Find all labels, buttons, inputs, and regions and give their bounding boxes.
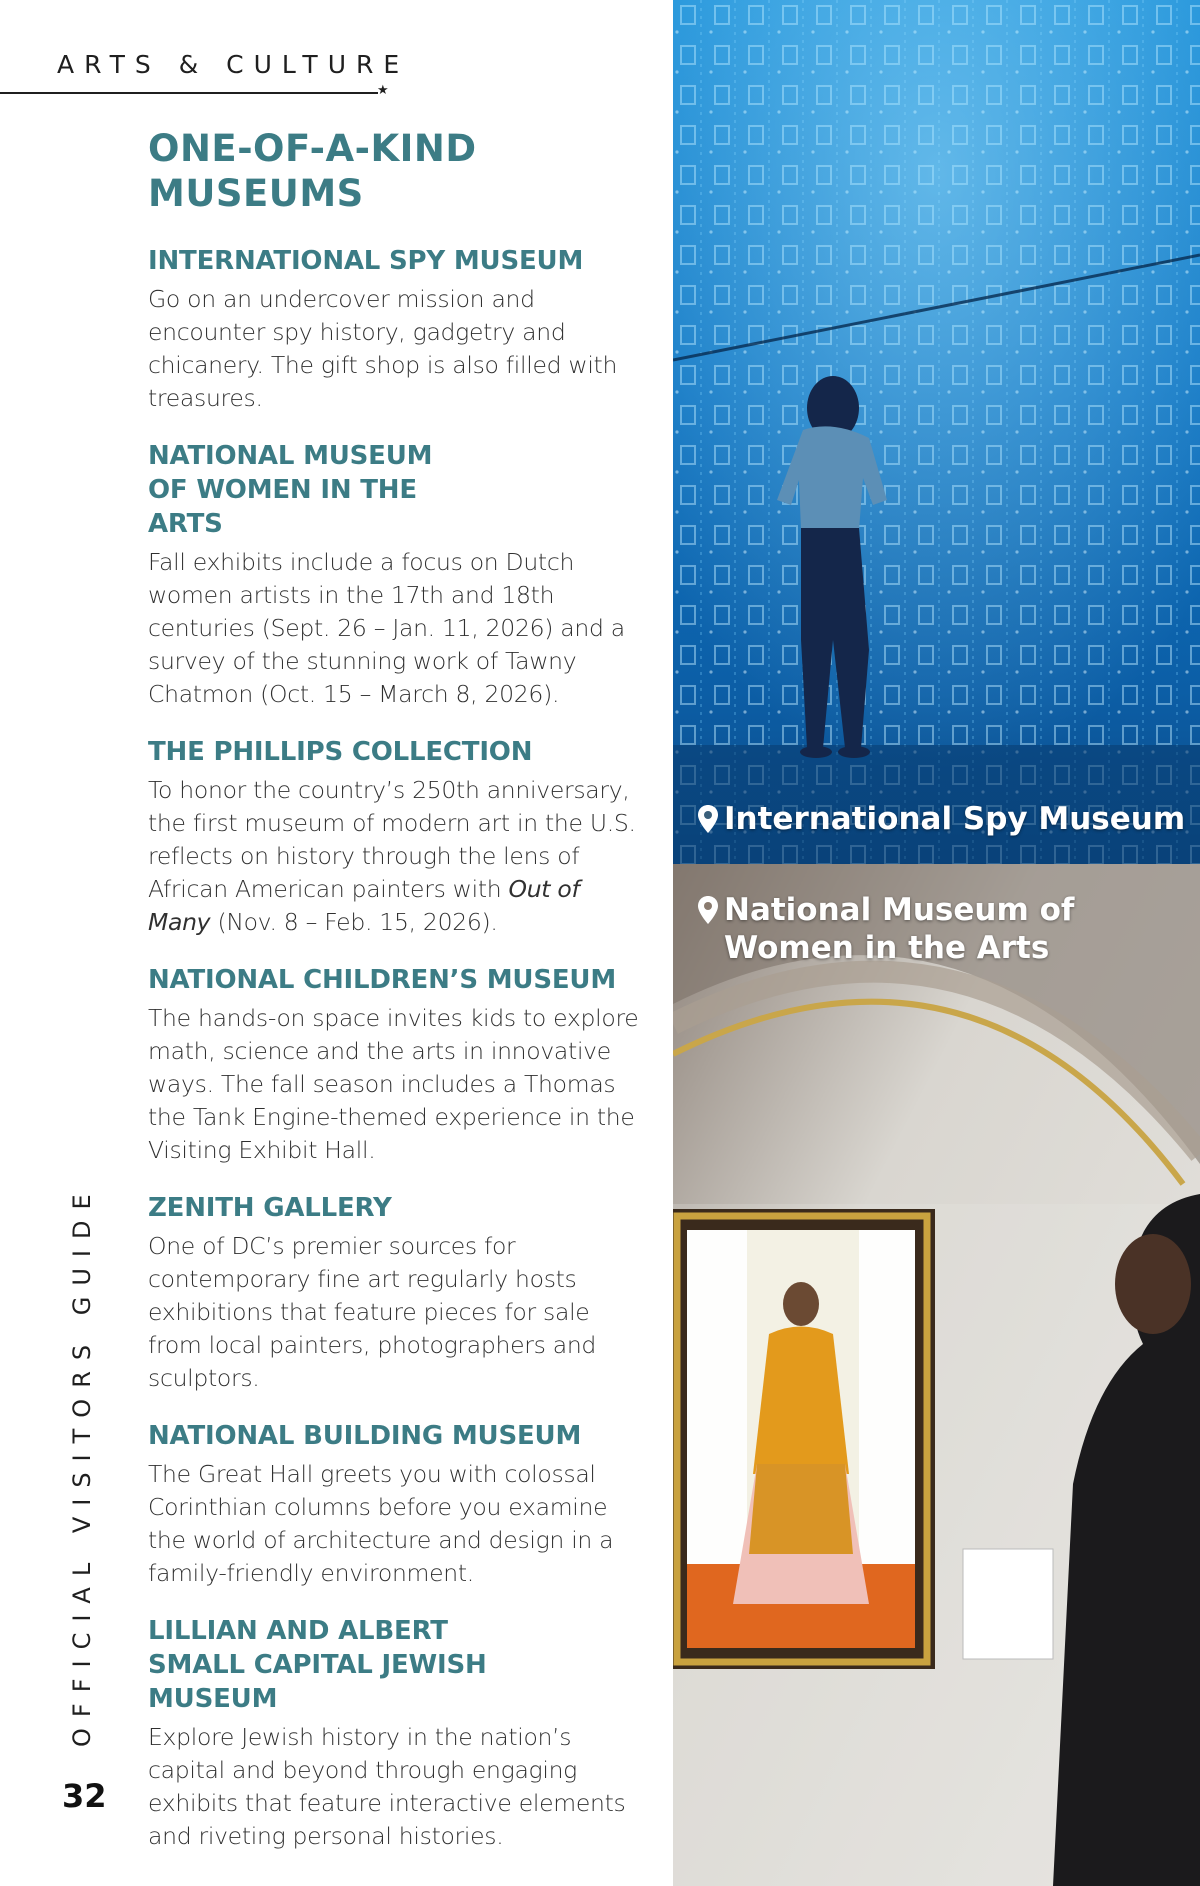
museum-entry bbox=[148, 244, 643, 415]
museum-entry bbox=[148, 439, 643, 711]
museum-entry bbox=[148, 963, 643, 1167]
museum-entry bbox=[148, 1419, 643, 1590]
photo-caption bbox=[696, 891, 1074, 967]
museum-title: NATIONAL BUILDING MUSEUM bbox=[148, 1421, 582, 1451]
museum-description: The Great Hall greets you with colossal Corinthian columns before you examine the world of architecture and design in a family-friendly environment. bbox=[148, 1460, 614, 1587]
museum-title-text: LILLIAN AND ALBERT SMALL CAPITAL JEWISH MUSEUM bbox=[148, 1616, 487, 1714]
section-label: ARTS & CULTURE bbox=[57, 50, 410, 79]
page-title bbox=[148, 126, 643, 216]
caption-text: National Museum of Women in the Arts bbox=[724, 892, 1075, 966]
museum-title: NATIONAL CHILDREN’S MUSEUM bbox=[148, 965, 616, 995]
museum-title: INTERNATIONAL SPY MUSEUM bbox=[148, 246, 584, 276]
museum-description: Go on an undercover mission and encounter spy history, gadgetry and chicanery. The gift shop is also filled with treasures. bbox=[148, 285, 618, 412]
spy-museum-photo bbox=[673, 0, 1200, 864]
museum-description: Fall exhibits include a focus on Dutch women artists in the 17th and 18th centuries (Sept. 26 – Jan. 11, 2026) and a survey of the stunning work of Tawny Chatmon (Oct. 15 – March 8, 2026). bbox=[148, 548, 625, 708]
map-pin-icon bbox=[696, 804, 720, 834]
museum-entry bbox=[148, 1191, 643, 1395]
museum-entry bbox=[148, 735, 643, 939]
women-in-arts-photo bbox=[673, 864, 1200, 1886]
description-text: (Nov. 8 – Feb. 15, 2026). bbox=[210, 908, 498, 936]
article-column bbox=[148, 126, 643, 1877]
museum-description: One of DC’s premier sources for contemporary fine art regularly hosts exhibitions that feature pieces for sale from local painters, photographers and sculptors. bbox=[148, 1232, 597, 1392]
museum-description: The hands-on space invites kids to explore math, science and the arts in innovative ways. The fall season includes a Thomas the Tank Engine-themed experience in the Visiting Exhibit Hall. bbox=[148, 1004, 639, 1164]
description-text: To honor the country’s 250th anniversary, the first museum of modern art in the U.S. reflects on history through the lens of African American painters with bbox=[148, 776, 636, 903]
museum-description: Explore Jewish history in the nation’s capital and beyond through engaging exhibits that feature interactive elements and riveting personal histories. bbox=[148, 1723, 626, 1850]
star-icon: ★ bbox=[377, 83, 389, 98]
museum-title: ZENITH GALLERY bbox=[148, 1193, 392, 1223]
map-pin-icon bbox=[696, 895, 720, 925]
museum-entry bbox=[148, 1614, 643, 1853]
museum-title: THE PHILLIPS COLLECTION bbox=[148, 737, 533, 767]
photo-caption bbox=[696, 800, 1185, 838]
page-title-text: ONE-OF-A-KIND MUSEUMS bbox=[148, 127, 477, 215]
caption-text: International Spy Museum bbox=[724, 801, 1186, 837]
museum-title bbox=[148, 439, 478, 541]
section-divider bbox=[0, 92, 378, 94]
museum-title-text: NATIONAL MUSEUM OF WOMEN IN THE ARTS bbox=[148, 441, 433, 539]
museum-description bbox=[148, 774, 643, 939]
museum-title bbox=[148, 1614, 548, 1716]
page-number: 32 bbox=[62, 1777, 107, 1815]
exhibit-title: Out of Many bbox=[148, 875, 580, 936]
publication-label: OFFICIAL VISITORS GUIDE bbox=[68, 1183, 96, 1747]
